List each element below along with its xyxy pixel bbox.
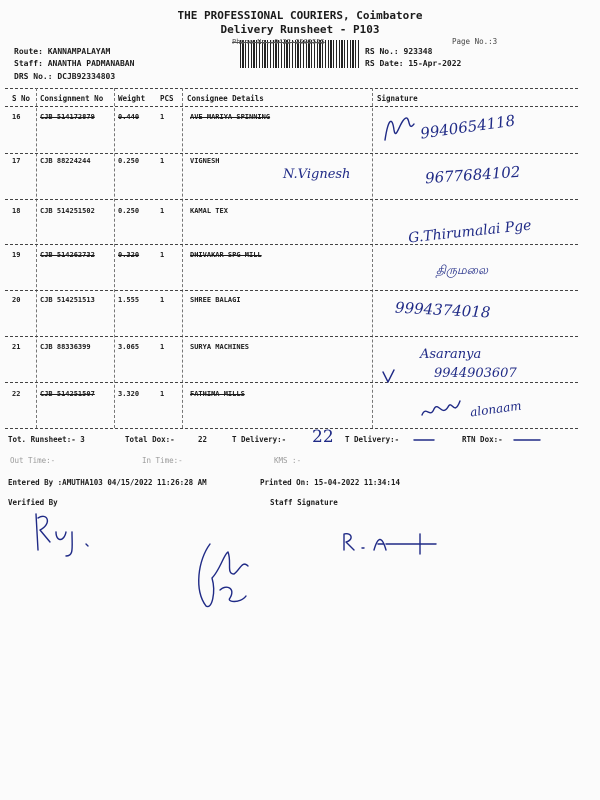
col-sno: S No — [12, 94, 31, 103]
handwritten-name: N.Vignesh — [283, 167, 351, 182]
col-divider — [182, 88, 183, 428]
row-divider — [5, 153, 578, 154]
verified-by-label: Verified By — [8, 498, 58, 507]
handwritten-name: Asaranya — [420, 347, 482, 362]
entered-by: Entered By :AMUTHA103 04/15/2022 11:26:28 AM — [8, 478, 207, 487]
handwritten-phone: 9944903607 — [434, 366, 517, 381]
row-sno: 17 — [12, 157, 21, 165]
col-weight: Weight — [118, 94, 146, 103]
row-consignee: SHREE BALAGI — [190, 296, 241, 304]
rs-date: RS Date: 15-Apr-2022 — [365, 59, 462, 68]
row-sno: 22 — [12, 390, 21, 398]
route-label: Route: KANNAMPALAYAM — [14, 47, 111, 56]
row-consignee: VIGNESH — [190, 157, 220, 165]
km-label: KMS :- — [274, 456, 302, 465]
rs-number: RS No.: 923348 — [365, 47, 433, 56]
row-consignee: AVE MARIYA SPINNING — [190, 113, 271, 121]
dash-mark — [512, 436, 542, 444]
row-divider — [5, 382, 578, 383]
row-weight: 1.555 — [118, 296, 140, 304]
total-dox-value: 22 — [198, 435, 208, 444]
out-time-label: Out Time:- — [10, 456, 56, 465]
handwritten-delivery-count: 22 — [312, 427, 334, 447]
row-consignee: SURYA MACHINES — [190, 343, 250, 351]
staff-signature — [340, 528, 480, 558]
row-weight: 0.320 — [118, 251, 140, 259]
col-pcs: PCS — [160, 94, 174, 103]
handwritten-name: G.Thirumalai Pge — [407, 217, 533, 247]
signature-scribble — [420, 395, 470, 423]
row-pcs: 1 — [160, 343, 165, 351]
row-pcs: 1 — [160, 296, 165, 304]
row-weight: 0.440 — [118, 113, 140, 121]
row-consignee: DHIVAKAR SPG MILL — [190, 251, 262, 259]
row-consignment: CJB 514251502 — [40, 207, 95, 215]
total-runsheet: Tot. Runsheet:- 3 — [8, 435, 85, 444]
col-consignment: Consignment No — [40, 94, 104, 103]
row-sno: 19 — [12, 251, 21, 259]
col-signature: Signature — [377, 94, 418, 103]
handwritten-phone: 9677684102 — [424, 162, 521, 188]
row-consignment: CJB 514262732 — [40, 251, 95, 259]
dash-mark — [412, 436, 436, 444]
row-sno: 18 — [12, 207, 21, 215]
row-weight: 3.320 — [118, 390, 140, 398]
handwritten-phone: 9994374018 — [394, 298, 491, 322]
row-divider — [5, 244, 578, 245]
row-consignment: CJB 88224244 — [40, 157, 91, 165]
row-divider — [5, 199, 578, 200]
runsheet-title: Delivery Runsheet - P103 — [220, 23, 380, 36]
row-consignment: CJB 88336399 — [40, 343, 91, 351]
row-weight: 3.065 — [118, 343, 140, 351]
non-delivery-label: T Delivery:- — [345, 435, 400, 444]
row-consignment: CJB 514172879 — [40, 113, 95, 121]
signature-scribble — [380, 366, 400, 386]
row-consignment: CJB 514251507 — [40, 390, 95, 398]
table-bottom-rule — [5, 428, 578, 429]
row-consignee: KAMAL TEX — [190, 207, 228, 215]
col-divider — [36, 88, 37, 428]
row-sno: 20 — [12, 296, 21, 304]
signature-scribble — [380, 110, 420, 150]
col-consignee: Consignee Details — [187, 94, 264, 103]
row-pcs: 1 — [160, 113, 165, 121]
col-divider — [372, 88, 373, 428]
company-title: THE PROFESSIONAL COURIERS, Coimbatore — [177, 9, 423, 22]
staff-label: Staff: ANANTHA PADMANABAN — [14, 59, 135, 68]
handwritten-phone: 9940654118 — [419, 111, 517, 143]
total-dox-label: Total Dox:- — [125, 435, 175, 444]
phone-number: Phone No.:0422-3505555 — [232, 38, 325, 46]
row-weight: 0.250 — [118, 207, 140, 215]
page-number: Page No.:3 — [452, 37, 498, 46]
total-delivery-label: T Delivery:- — [232, 435, 287, 444]
verifier-signature — [30, 508, 110, 558]
handwritten-name: திருமலை — [436, 263, 488, 277]
row-consignment: CJB 514251513 — [40, 296, 95, 304]
row-divider — [5, 336, 578, 337]
rtn-dox-label: RTN Dox:- — [462, 435, 503, 444]
table-header-rule — [5, 106, 578, 107]
row-pcs: 1 — [160, 157, 165, 165]
row-divider — [5, 290, 578, 291]
row-weight: 0.250 — [118, 157, 140, 165]
row-pcs: 1 — [160, 207, 165, 215]
table-top-rule — [5, 88, 578, 89]
row-consignee: FATHIMA MILLS — [190, 390, 245, 398]
row-sno: 16 — [12, 113, 21, 121]
staff-signature-label: Staff Signature — [270, 498, 338, 507]
printed-on: Printed On: 15-04-2022 11:34:14 — [260, 478, 400, 487]
row-sno: 21 — [12, 343, 21, 351]
drs-label: DRS No.: DCJB92334803 — [14, 72, 116, 81]
handwritten-name: alonaam — [469, 398, 523, 420]
col-divider — [114, 88, 115, 428]
in-time-label: In Time:- — [142, 456, 183, 465]
row-pcs: 1 — [160, 251, 165, 259]
row-pcs: 1 — [160, 390, 165, 398]
staff-signature-scribble — [190, 540, 260, 615]
